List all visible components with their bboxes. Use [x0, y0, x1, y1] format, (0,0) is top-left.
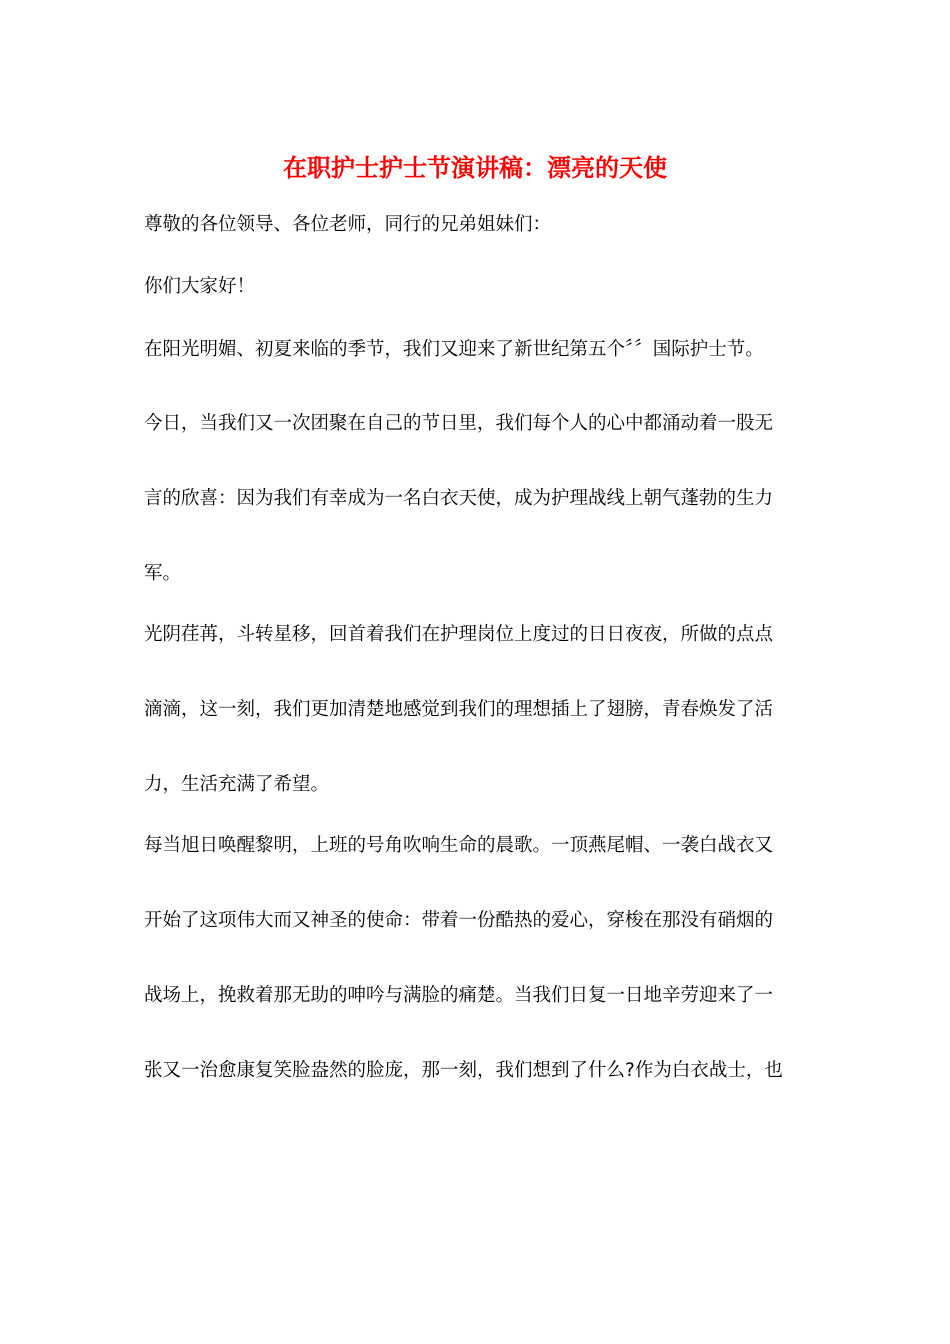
greeting-line: 你们大家好！: [144, 276, 256, 297]
paragraph-line: 言的欣喜：因为我们有幸成为一名白衣天使，成为护理战线上朝气蓬勃的生力: [144, 488, 774, 509]
document-title: 在职护士护士节演讲稿：漂亮的天使: [283, 153, 667, 182]
paragraph-line: 今日，当我们又一次团聚在自己的节日里，我们每个人的心中都涌动着一股无: [144, 413, 774, 434]
paragraph-line: 军。: [144, 563, 182, 584]
paragraph-line: 光阴荏苒，斗转星移，回首着我们在护理岗位上度过的日日夜夜，所做的点点: [144, 624, 774, 645]
salutation-line: 尊敬的各位领导、各位老师，同行的兄弟姐妹们：: [144, 214, 552, 235]
paragraph-line: 在阳光明媚、初夏来临的季节，我们又迎来了新世纪第五个〞〞国际护士节。: [144, 339, 764, 360]
paragraph-line: 力，生活充满了希望。: [144, 774, 330, 795]
paragraph-line: 开始了这项伟大而又神圣的使命：带着一份酷热的爱心，穿梭在那没有硝烟的: [144, 910, 774, 931]
paragraph-line: 每当旭日唤醒黎明，上班的号角吹响生命的晨歌。一顶燕尾帽、一袭白战衣又: [144, 835, 774, 856]
paragraph-line: 滴滴，这一刻，我们更加清楚地感觉到我们的理想插上了翅膀，青春焕发了活: [144, 699, 774, 720]
paragraph-line: 战场上，挽救着那无助的呻吟与满脸的痛楚。当我们日复一日地辛劳迎来了一: [144, 985, 774, 1006]
paragraph-line: 张又一治愈康复笑脸盎然的脸庞，那一刻，我们想到了什么?作为白衣战士，也: [144, 1060, 783, 1081]
